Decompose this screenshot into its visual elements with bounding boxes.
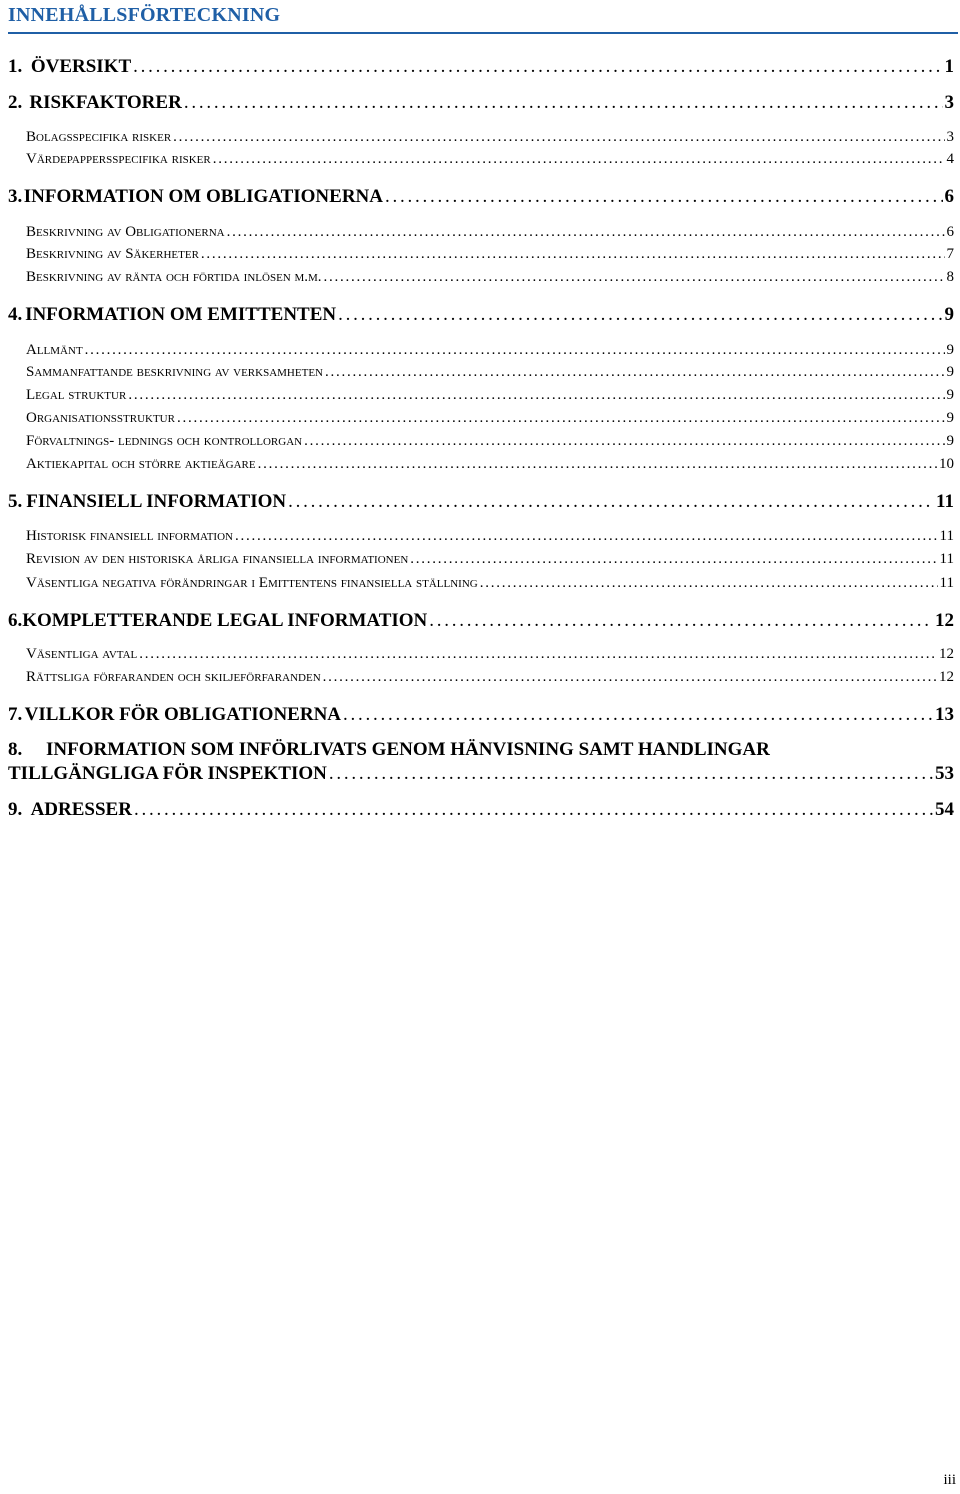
- entry-label: FINANSIELL INFORMATION: [26, 491, 287, 512]
- entry-label: ÖVERSIKT: [30, 56, 132, 77]
- toc-subentry[interactable]: [26, 129, 954, 146]
- leader-dots: [338, 304, 942, 326]
- leader-dots: [177, 410, 945, 427]
- leader-dots: [133, 56, 942, 78]
- entry-label: Historisk finansiell information: [26, 528, 233, 544]
- entry-number: 6.: [8, 610, 23, 631]
- entry-label: Legal struktur: [26, 387, 127, 403]
- entry-number: 9.: [8, 799, 23, 820]
- toc-subentry[interactable]: [26, 410, 954, 427]
- entry-label-line1: INFORMATION SOM INFÖRLIVATS GENOM HÄNVISNING SAMT HANDLINGAR: [46, 739, 770, 760]
- leader-dots: [304, 433, 944, 450]
- leader-dots: [329, 763, 933, 785]
- toc-entry-8[interactable]: [8, 763, 954, 785]
- entry-label: INFORMATION OM EMITTENTEN: [25, 304, 337, 325]
- toc-entry-1[interactable]: [8, 56, 954, 78]
- leader-dots: [201, 246, 945, 263]
- entry-page: 11: [936, 491, 954, 512]
- entry-number: 4.: [8, 304, 23, 325]
- entry-page: 9: [944, 304, 954, 325]
- entry-number: 8.: [8, 739, 23, 760]
- toc-subentry[interactable]: [26, 387, 954, 404]
- toc-subentry[interactable]: [26, 646, 954, 663]
- leader-dots: [385, 186, 943, 208]
- entry-page: 6: [946, 224, 954, 240]
- toc-subentry[interactable]: [26, 224, 954, 241]
- toc-entry-5[interactable]: [8, 491, 954, 513]
- toc-entry-2[interactable]: [8, 92, 954, 114]
- leader-dots: [128, 387, 944, 404]
- entry-number: 3.: [8, 186, 23, 207]
- entry-page: 4: [946, 151, 954, 167]
- entry-label: VILLKOR FÖR OBLIGATIONERNA: [24, 704, 342, 725]
- entry-label: Väsentliga avtal: [26, 646, 138, 662]
- leader-dots: [480, 575, 938, 592]
- entry-page: 9: [946, 387, 954, 403]
- entry-label: INFORMATION OM OBLIGATIONERNA: [23, 186, 383, 207]
- toc-subentry[interactable]: [26, 575, 954, 592]
- page-number: iii: [943, 1472, 956, 1488]
- leader-dots: [325, 364, 945, 381]
- entry-page: 7: [946, 246, 954, 262]
- entry-label: TILLGÄNGLIGA FÖR INSPEKTION: [8, 763, 327, 784]
- entry-number: 2.: [8, 92, 23, 113]
- entry-label: Bolagsspecifika risker: [26, 129, 172, 145]
- leader-dots: [134, 799, 933, 821]
- entry-label: Aktiekapital och större aktieägare: [26, 456, 256, 472]
- entry-label: Allmänt: [26, 342, 83, 358]
- leader-dots: [227, 224, 945, 241]
- toc-entry-4[interactable]: [8, 304, 954, 326]
- entry-page: 12: [935, 610, 954, 631]
- toc-subentry[interactable]: [26, 528, 954, 545]
- entry-page: 11: [939, 575, 954, 591]
- entry-label: Beskrivning av Obligationerna: [26, 224, 225, 240]
- entry-label: Förvaltnings- lednings och kontrollorgan: [26, 433, 303, 449]
- entry-page: 9: [946, 364, 954, 380]
- entry-page: 9: [946, 433, 954, 449]
- entry-label: ADRESSER: [30, 799, 132, 820]
- leader-dots: [429, 610, 933, 632]
- entry-page: 9: [946, 410, 954, 426]
- leader-dots: [323, 669, 937, 686]
- entry-label: Beskrivning av ränta och förtida inlösen m.m.: [26, 269, 322, 285]
- entry-label: Värdepappersspecifika risker: [26, 151, 211, 167]
- entry-label: Beskrivning av Säkerheter: [26, 246, 199, 262]
- entry-label: Sammanfattande beskrivning av verksamheten: [26, 364, 323, 380]
- toc-subentry[interactable]: [26, 246, 954, 263]
- entry-number: 1.: [8, 56, 23, 77]
- entry-number: 7.: [8, 704, 23, 725]
- entry-label: Organisationsstruktur: [26, 410, 175, 426]
- leader-dots: [235, 528, 938, 545]
- toc-entry-6[interactable]: [8, 610, 954, 632]
- entry-page: 11: [939, 528, 954, 544]
- entry-page: 53: [935, 763, 954, 784]
- entry-page: 1: [944, 56, 954, 77]
- entry-page: 12: [939, 646, 954, 662]
- toc-subentry[interactable]: [26, 669, 954, 686]
- leader-dots: [410, 551, 937, 568]
- title-rule: [8, 32, 958, 34]
- entry-label: RISKFAKTORER: [29, 92, 182, 113]
- entry-number: 5.: [8, 491, 23, 512]
- leader-dots: [288, 491, 934, 513]
- entry-label: Väsentliga negativa förändringar i Emittentens finansiella ställning: [26, 575, 478, 591]
- entry-page: 13: [935, 704, 954, 725]
- entry-page: 54: [935, 799, 954, 820]
- toc-subentry[interactable]: [26, 364, 954, 381]
- leader-dots: [258, 456, 937, 473]
- entry-page: 11: [939, 551, 954, 567]
- entry-page: 8: [946, 269, 954, 285]
- entry-label: Rättsliga förfaranden och skiljeförfaranden: [26, 669, 321, 685]
- toc-subentry[interactable]: [26, 342, 954, 359]
- toc-entry-3[interactable]: [8, 186, 954, 208]
- entry-page: 12: [939, 669, 954, 685]
- entry-page: 9: [946, 342, 954, 358]
- entry-label: Revision av den historiska årliga finansiella informationen: [26, 551, 409, 567]
- leader-dots: [343, 704, 933, 726]
- leader-dots: [184, 92, 943, 114]
- toc-title: INNEHÅLLSFÖRTECKNING: [8, 4, 281, 26]
- leader-dots: [139, 646, 937, 663]
- toc-entry-9[interactable]: [8, 799, 954, 821]
- entry-label: KOMPLETTERANDE LEGAL INFORMATION: [22, 610, 428, 631]
- leader-dots: [213, 151, 945, 168]
- toc-subentry[interactable]: [26, 151, 954, 168]
- toc-subentry[interactable]: [26, 269, 954, 286]
- leader-dots: [324, 269, 945, 286]
- entry-page: 3: [946, 129, 954, 145]
- entry-page: 3: [944, 92, 954, 113]
- entry-page: 6: [944, 186, 954, 207]
- toc-subentry[interactable]: [26, 456, 954, 473]
- leader-dots: [173, 129, 944, 146]
- leader-dots: [85, 342, 945, 359]
- toc-subentry[interactable]: [26, 551, 954, 568]
- entry-page: 10: [939, 456, 954, 472]
- toc-entry-7[interactable]: [8, 704, 954, 726]
- toc-entry-8-line1[interactable]: [8, 739, 770, 761]
- toc-subentry[interactable]: [26, 433, 954, 450]
